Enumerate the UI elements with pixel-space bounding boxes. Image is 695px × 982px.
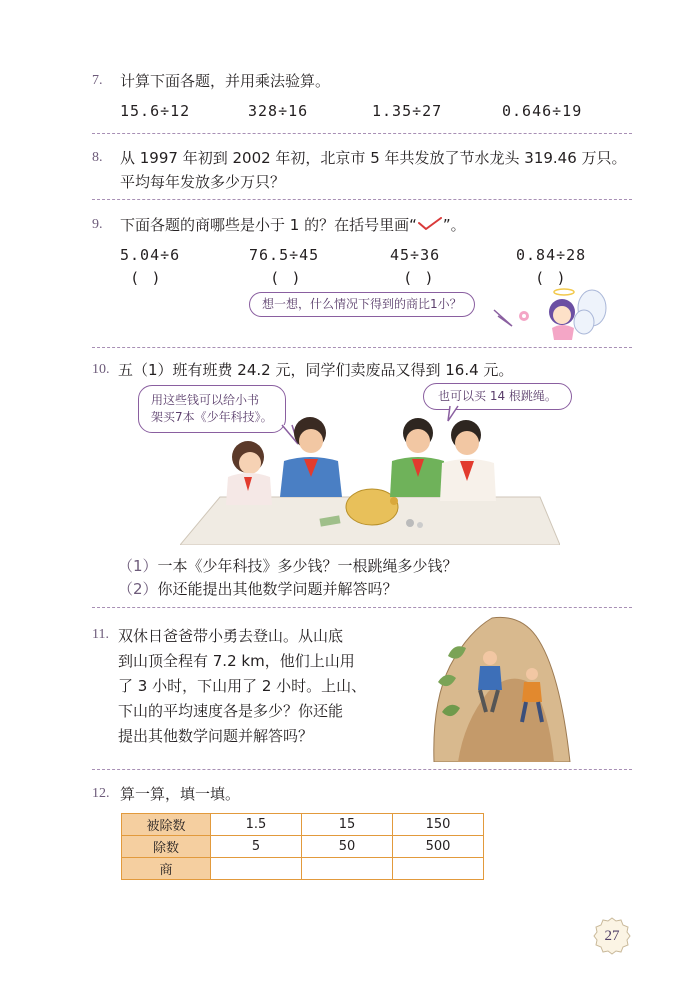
q10-sub2-label: （2） [118, 580, 158, 598]
q11-text-line3: 了 3 小时，下山用了 2 小时。上山、 [118, 677, 367, 695]
q7-expr-2: 328÷16 [248, 102, 309, 120]
children-illustration [180, 405, 560, 545]
q10-sub2-text: 你还能提出其他数学问题并解答吗？ [157, 580, 398, 598]
divider [92, 133, 632, 134]
divider [92, 769, 632, 770]
q10-sub1 [118, 555, 458, 576]
q9-expr-3: 45÷36 [390, 246, 441, 264]
q11-text-line5: 提出其他数学问题并解答吗？ [118, 727, 314, 745]
q11-text-line2: 到山顶全程有 7.2 km，他们上山用 [118, 652, 355, 670]
q9-expr-1: 5.04÷6 [120, 246, 181, 264]
q8-text-line1: 从 1997 年初到 2002 年初，北京市 5 年共发放了节水龙头 319.46 万只。 [120, 149, 627, 167]
q9-expr-2: 76.5÷45 [249, 246, 320, 264]
division-table [121, 813, 484, 880]
q11-number: 11. [92, 627, 109, 642]
q8-text-line2: 平均每年发放多少万只？ [120, 173, 286, 191]
table-cell: 15 [302, 814, 393, 836]
answer-paren-4[interactable]: ( ) [537, 269, 564, 287]
q7-expr-4: 0.646÷19 [502, 102, 583, 120]
q10-sub1-text: 一本《少年科技》多少钱？一根跳绳多少钱？ [157, 557, 458, 575]
checkmark-icon [417, 217, 443, 231]
mountain-climbing-illustration [428, 612, 576, 762]
q11-text-line1: 双休日爸爸带小勇去登山。从山底 [118, 627, 344, 645]
table-cell: 50 [302, 836, 393, 858]
divider [92, 199, 632, 200]
q9-text [120, 214, 466, 235]
speech-bubble-left-line2: 架买7本《少年科技》。 [151, 410, 273, 424]
answer-cell[interactable] [211, 858, 302, 880]
q7-number: 7. [92, 73, 103, 88]
q11-text-line4: 下山的平均速度各是多少？你还能 [118, 702, 344, 720]
answer-paren-2[interactable]: ( ) [272, 269, 299, 287]
answer-paren-3[interactable]: ( ) [405, 269, 432, 287]
q7-expr-1: 15.6÷12 [120, 102, 191, 120]
q10-number: 10. [92, 362, 110, 377]
q9-text-after: ”。 [442, 216, 466, 234]
table-row [122, 836, 484, 858]
q10-sub1-label: （1） [118, 557, 158, 575]
page-number: 27 [604, 927, 620, 944]
q8-number: 8. [92, 150, 103, 165]
divider [92, 347, 632, 348]
q9-number: 9. [92, 217, 103, 232]
q9-expr-4: 0.84÷28 [516, 246, 587, 264]
bubble-tail-icon [492, 308, 514, 330]
angel-girl-illustration [514, 286, 610, 342]
q12-number: 12. [92, 786, 110, 801]
q9-text-before: 下面各题的商哪些是小于 1 的？在括号里画“ [120, 216, 417, 234]
table-header-dividend: 被除数 [122, 814, 211, 836]
table-cell: 1.5 [211, 814, 302, 836]
speech-bubble-right: 也可以买 14 根跳绳。 [423, 383, 572, 410]
q10-sub2 [118, 578, 398, 599]
table-cell: 150 [393, 814, 484, 836]
table-row [122, 814, 484, 836]
answer-paren-1[interactable]: ( ) [132, 269, 159, 287]
q9-thought-bubble: 想一想，什么情况下得到的商比1小？ [249, 292, 475, 317]
speech-bubble-left-line1: 用这些钱可以给小书 [151, 393, 260, 407]
q11-text [118, 624, 366, 749]
q12-text: 算一算，填一填。 [120, 785, 241, 803]
divider [92, 607, 632, 608]
table-cell: 500 [393, 836, 484, 858]
table-row [122, 858, 484, 880]
q7-text: 计算下面各题，并用乘法验算。 [120, 72, 331, 90]
q7-expr-3: 1.35÷27 [372, 102, 443, 120]
table-header-divisor: 除数 [122, 836, 211, 858]
q10-text: 五（1）班有班费 24.2 元，同学们卖废品又得到 16.4 元。 [118, 361, 514, 379]
answer-cell[interactable] [302, 858, 393, 880]
table-cell: 5 [211, 836, 302, 858]
table-header-quotient: 商 [122, 858, 211, 880]
answer-cell[interactable] [393, 858, 484, 880]
